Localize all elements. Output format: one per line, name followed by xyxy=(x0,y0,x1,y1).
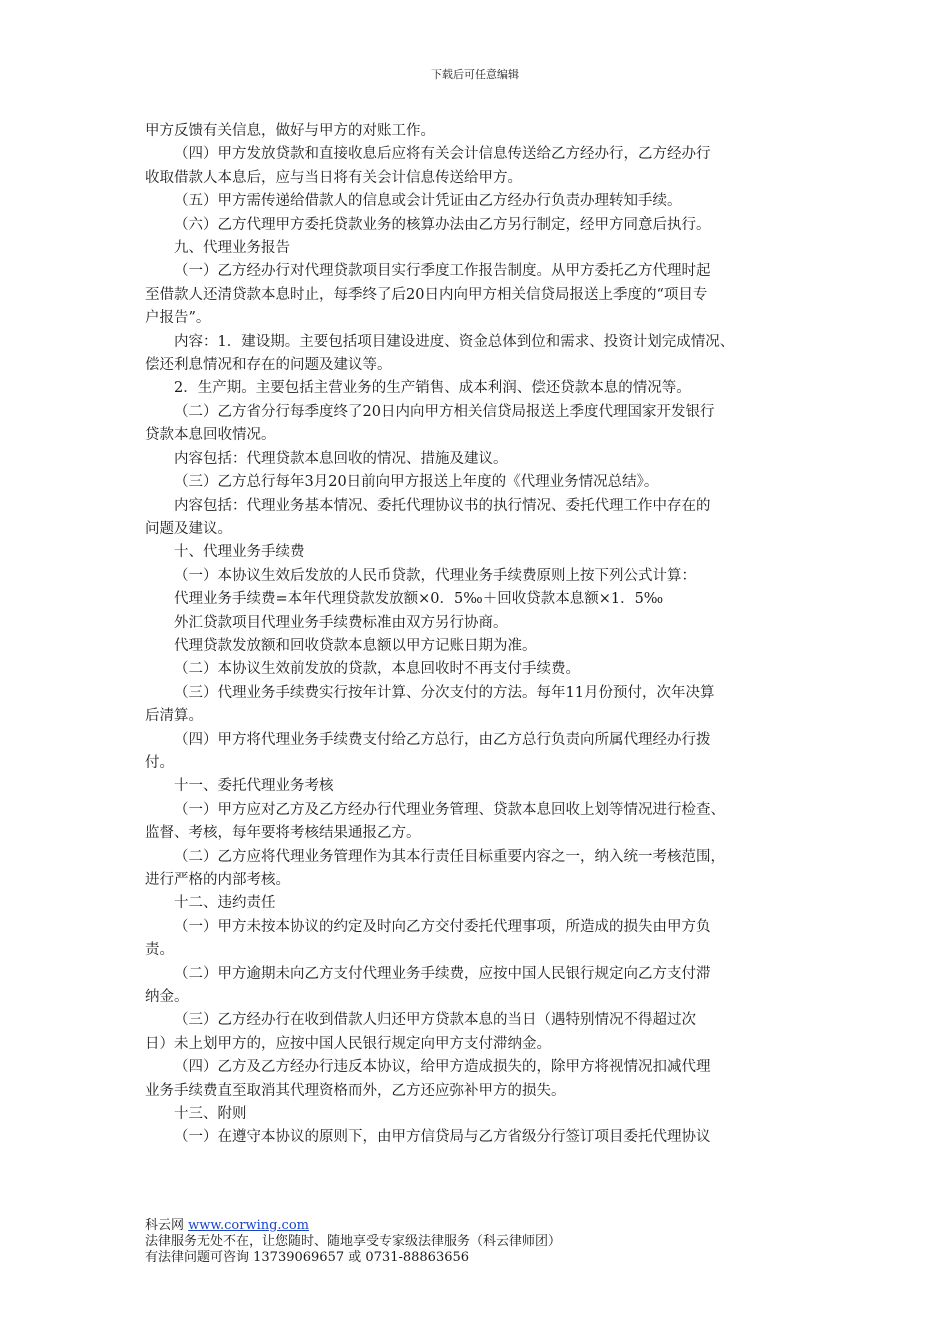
body-line: （三）代理业务手续费实行按年计算、分次支付的方法。每年11月份预付，次年决算 xyxy=(174,684,715,701)
document-body xyxy=(145,120,810,1150)
body-line: （一）甲方未按本协议的约定及时向乙方交付委托代理事项，所造成的损失由甲方负 xyxy=(174,918,711,935)
body-line: （四）乙方及乙方经办行违反本协议，给甲方造成损失的，除甲方将视情况扣减代理 xyxy=(174,1059,711,1076)
body-line: 监督、考核，每年要将考核结果通报乙方。 xyxy=(145,825,421,842)
footer-slogan: 法律服务无处不在，让您随时、随地享受专家级法律服务（科云律师团） xyxy=(145,1234,562,1249)
body-line: （五）甲方需传递给借款人的信息或会计凭证由乙方经办行负责办理转知手续。 xyxy=(174,193,682,210)
body-line: （二）乙方省分行每季度终了20日内向甲方相关信贷局报送上季度代理国家开发银行 xyxy=(174,403,715,420)
body-line: 收取借款人本息后，应与当日将有关会计信息传送给甲方。 xyxy=(145,169,522,186)
body-line: 进行严格的内部考核。 xyxy=(145,872,290,888)
body-line: 十一、委托代理业务考核 xyxy=(174,778,334,795)
body-line: （三）乙方总行每年3月20日前向甲方报送上年度的《代理业务情况总结》。 xyxy=(174,474,659,491)
body-line: （三）乙方经办行在收到借款人归还甲方贷款本息的当日（遇特别情况不得超过次 xyxy=(174,1012,696,1029)
body-line: （一）乙方经办行对代理贷款项目实行季度工作报告制度。从甲方委托乙方代理时起 xyxy=(174,263,711,280)
footer-link[interactable]: www.corwing.com xyxy=(188,1218,309,1233)
body-line: 日）未上划甲方的，应按中国人民银行规定向甲方支付滞纳金。 xyxy=(145,1035,551,1052)
body-line: 十、代理业务手续费 xyxy=(174,544,305,561)
body-line: 甲方反馈有关信息，做好与甲方的对账工作。 xyxy=(145,123,435,139)
body-line: （一）甲方应对乙方及乙方经办行代理业务管理、贷款本息回收上划等情况进行检查、 xyxy=(174,801,725,818)
footer-contact: 有法律问题可咨询 13739069657 或 0731-88863656 xyxy=(145,1250,470,1265)
body-line: 业务手续费直至取消其代理资格而外，乙方还应弥补甲方的损失。 xyxy=(145,1082,566,1099)
body-line: （一）本协议生效后发放的人民币贷款，代理业务手续费原则上按下列公式计算： xyxy=(174,567,696,584)
body-line: 户报告”。 xyxy=(145,310,211,327)
body-line: 内容包括：代理业务基本情况、委托代理协议书的执行情况、委托代理工作中存在的 xyxy=(174,497,711,514)
body-line: （四）甲方发放贷款和直接收息后应将有关会计信息传送给乙方经办行，乙方经办行 xyxy=(174,146,711,163)
body-line: （四）甲方将代理业务手续费支付给乙方总行，由乙方总行负责向所属代理经办行拨 xyxy=(174,731,711,748)
body-line: （二）甲方逾期未向乙方支付代理业务手续费，应按中国人民银行规定向乙方支付滞 xyxy=(174,965,711,982)
page-header-note: 下载后可任意编辑 xyxy=(431,68,519,81)
body-line: 2．生产期。主要包括主营业务的生产销售、成本利润、偿还贷款本息的情况等。 xyxy=(174,380,691,397)
body-line: 内容包括：代理贷款本息回收的情况、措施及建议。 xyxy=(174,450,508,467)
body-line: 付。 xyxy=(145,754,174,771)
page-footer xyxy=(145,1218,561,1266)
body-line: 后清算。 xyxy=(145,708,203,725)
body-line: 十二、违约责任 xyxy=(174,895,276,912)
footer-brand-line xyxy=(145,1218,561,1234)
body-line: 十三、附则 xyxy=(174,1106,247,1123)
body-line: （二）本协议生效前发放的贷款，本息回收时不再支付手续费。 xyxy=(174,661,580,678)
body-line: 代理业务手续费=本年代理贷款发放额×0．5‰＋回收贷款本息额×1．5‰ xyxy=(174,591,664,608)
body-line: 外汇贷款项目代理业务手续费标准由双方另行协商。 xyxy=(174,614,508,631)
body-line: 责。 xyxy=(145,942,174,959)
body-line: （二）乙方应将代理业务管理作为其本行责任目标重要内容之一，纳入统一考核范围， xyxy=(174,848,725,865)
body-line: 偿还利息情况和存在的问题及建议等。 xyxy=(145,357,392,374)
body-line: （六）乙方代理甲方委托贷款业务的核算办法由乙方另行制定，经甲方同意后执行。 xyxy=(174,216,711,233)
body-line: 纳金。 xyxy=(145,989,189,1006)
body-line: （一）在遵守本协议的原则下，由甲方信贷局与乙方省级分行签订项目委托代理协议 xyxy=(174,1129,711,1146)
footer-brand: 科云网 xyxy=(145,1218,185,1233)
body-line: 代理贷款发放额和回收贷款本息额以甲方记账日期为准。 xyxy=(174,637,537,654)
body-line: 贷款本息回收情况。 xyxy=(145,427,276,444)
body-line: 至借款人还清贷款本息时止，每季终了后20日内向甲方相关信贷局报送上季度的“项目专 xyxy=(145,286,708,303)
body-line: 内容：1．建设期。主要包括项目建设进度、资金总体到位和需求、投资计划完成情况、 xyxy=(174,333,735,350)
body-line: 问题及建议。 xyxy=(145,520,232,537)
body-line: 九、代理业务报告 xyxy=(174,240,290,257)
